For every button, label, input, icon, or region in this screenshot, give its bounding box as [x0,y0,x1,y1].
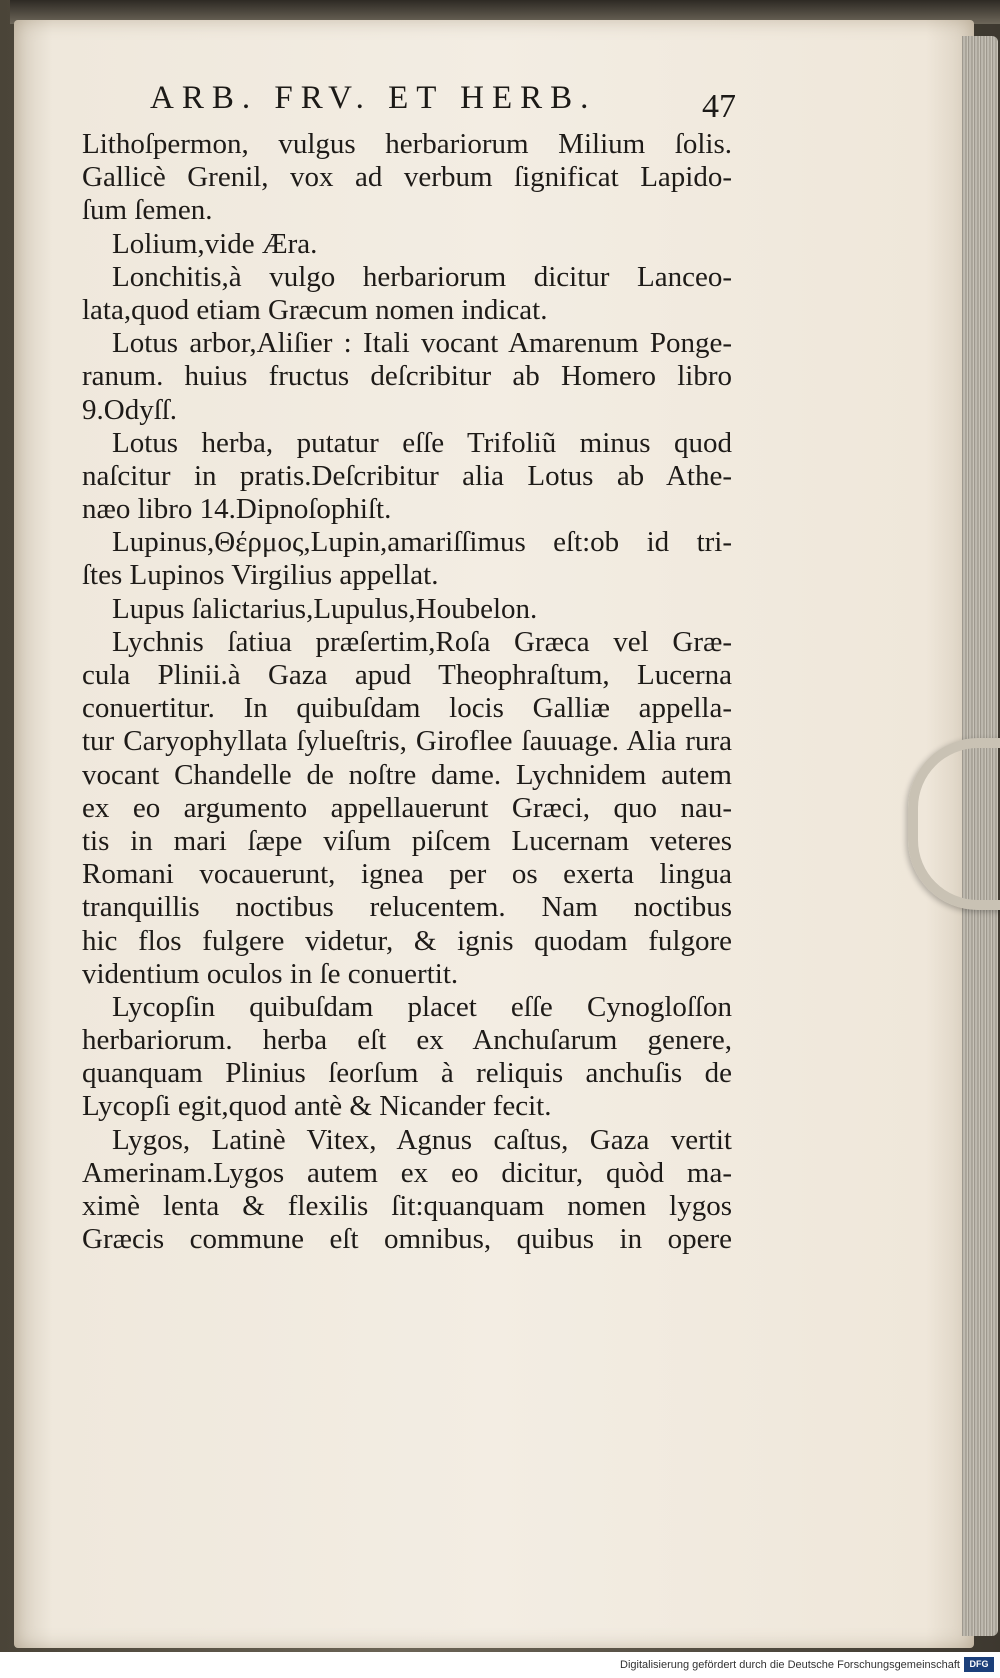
text-line: 9.Odyſſ. [82,393,178,426]
text-line: naſcitur in pratis.Deſcribitur alia Lotus ab Athe- [82,459,732,492]
text-line: Lycopſi egit,quod antè & Nicander fecit. [82,1090,552,1123]
text-line: vocant Chandelle de noſtre dame. Lychnidem autem [82,758,732,791]
text-line: Lonchitis,à vulgo herbariorum dicitur Lanceo- [112,260,732,293]
text-line: Romani vocauerunt, ignea per os exerta lingua [82,858,732,891]
text-line: tis in mari ſæpe viſum piſcem Lucernam veteres [82,824,732,857]
text-line: ranum. huius fructus deſcribitur ab Homero libro [82,360,732,393]
text-line: Lotus arbor,Aliſier : Itali vocant Amarenum Ponge- [112,327,732,360]
text-line: tur Caryophyllata ſylueſtris, Giroflee ſauuage. Alia rura [82,725,732,758]
text-line: Lygos, Latinè Vitex, Agnus caſtus, Gaza vertit [112,1123,732,1156]
text-line: ex eo argumento appellauerunt Græci, quo nau- [82,791,732,824]
text-line: Amerinam.Lygos autem ex eo dicitur, quòd ma- [82,1156,732,1189]
text-line: ſum ſemen. [82,194,213,227]
text-line: Lupus ſalictarius,Lupulus,Houbelon. [112,592,538,625]
text-line: Lycopſin quibuſdam placet eſſe Cynogloſſon [112,990,732,1023]
digitization-credit: Digitalisierung gefördert durch die Deutsche Forschungsgemeinschaft [620,1659,960,1671]
text-line: Lychnis ſatiua præſertim,Roſa Græca vel Græ- [112,625,732,658]
text-line: Græcis commune eſt omnibus, quibus in opere [82,1223,732,1256]
page-number: 47 [702,88,736,125]
text-line: Gallicè Grenil, vox ad verbum ſignificat Lapido- [82,161,732,194]
text-line: lata,quod etiam Græcum nomen indicat. [82,293,548,326]
text-line: videntium oculos in ſe conuertit. [82,957,459,990]
text-line: Lupinus,Θέρμος,Lupin,amariſſimus eſt:ob id tri- [112,526,732,559]
text-line: ſtes Lupinos Virgilius appellat. [82,559,439,592]
text-line: tranquillis noctibus relucentem. Nam noctibus [82,891,732,924]
text-line: cula Plinii.à Gaza apud Theophraſtum, Lucerna [82,659,732,691]
text-line: Lotus herba, putatur eſſe Trifoliũ minus quod [112,426,732,459]
running-head: ARB. FRV. ET HERB. [150,80,597,116]
text-line: quanquam Plinius ſeorſum à reliquis anchuſis de [82,1057,732,1090]
text-line: næo libro 14.Dipnoſophiſt. [82,493,392,526]
text-line: herbariorum. herba eſt ex Anchuſarum genere, [82,1024,732,1057]
body-text [82,128,732,1256]
text-line: Lolium,vide Æra. [112,227,318,260]
text-line: Lithoſpermon, vulgus herbariorum Milium ſolis. [82,128,732,160]
text-line: hic flos fulgere videtur, & ignis quodam fulgore [82,924,732,957]
dfg-logo: DFG [964,1657,994,1672]
text-line: ximè lenta & flexilis ſit:quanquam nomen lygos [82,1190,732,1222]
text-line: conuertitur. In quibuſdam locis Galliæ appella- [82,692,732,725]
